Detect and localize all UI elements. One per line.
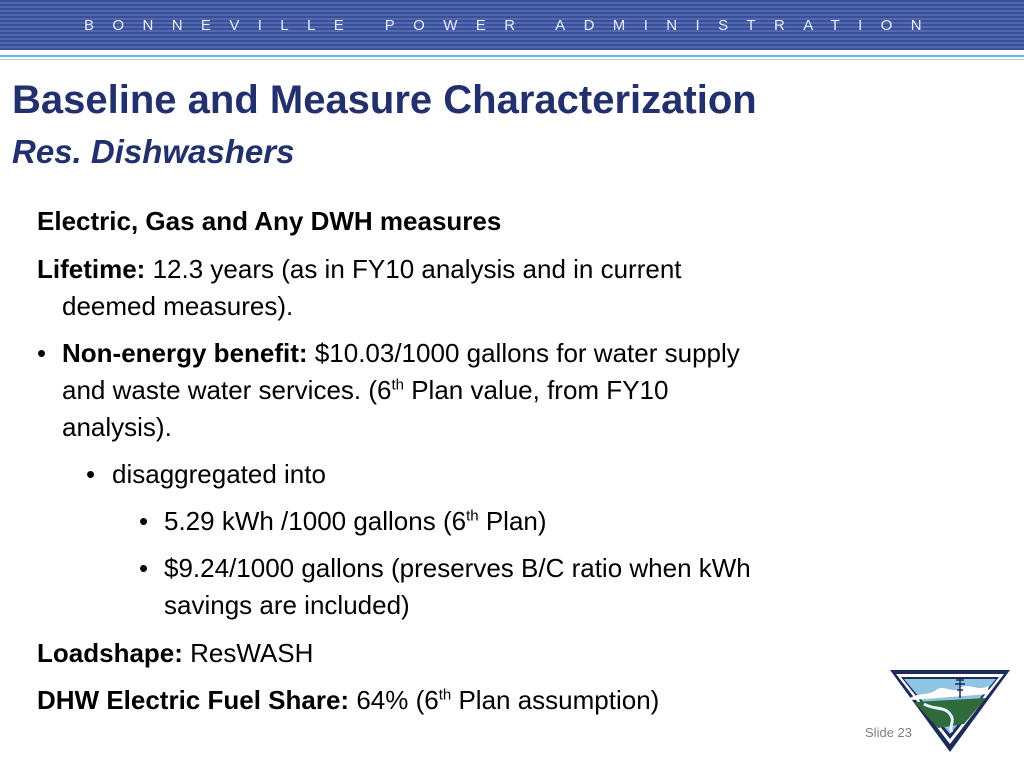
lifetime-label: Lifetime: bbox=[37, 254, 146, 284]
non-energy-line-1 bbox=[62, 336, 740, 370]
bullet-icon: • bbox=[37, 338, 47, 368]
bullet-icon: • bbox=[139, 553, 149, 583]
lifetime-line-2: deemed measures). bbox=[62, 291, 294, 321]
non-energy-label: Non-energy benefit: bbox=[62, 338, 308, 368]
non-energy-line-2 bbox=[62, 373, 668, 407]
kwh-text-b: Plan) bbox=[485, 506, 547, 536]
slide-number: Slide 23 bbox=[865, 725, 912, 740]
bullet-icon: • bbox=[86, 459, 96, 489]
slide-title: Baseline and Measure Characterization bbox=[12, 78, 757, 122]
header-divider-thin bbox=[0, 59, 1024, 60]
non-energy-text: $10.03/1000 gallons for water supply bbox=[314, 338, 740, 368]
dollar-item-line-2: savings are included) bbox=[164, 590, 410, 620]
lifetime-line-1 bbox=[37, 252, 682, 286]
non-energy-text-2b: Plan value, from FY10 bbox=[411, 375, 669, 405]
kwh-item bbox=[164, 504, 547, 538]
loadshape-line bbox=[37, 636, 313, 670]
dollar-item-line-1: $9.24/1000 gallons (preserves B/C ratio when kWh bbox=[164, 553, 751, 583]
bullet-icon: • bbox=[139, 506, 149, 536]
dhw-line bbox=[37, 683, 659, 717]
superscript: th bbox=[391, 376, 404, 394]
non-energy-line-3: analysis). bbox=[62, 412, 172, 442]
superscript: th bbox=[466, 507, 479, 525]
dhw-value-a: 64% (6 bbox=[356, 685, 439, 715]
loadshape-label: Loadshape: bbox=[37, 638, 183, 668]
lifetime-text: 12.3 years (as in FY10 analysis and in current bbox=[152, 254, 682, 284]
dhw-label: DHW Electric Fuel Share: bbox=[37, 685, 350, 715]
banner-text: BONNEVILLE POWER ADMINISTRATION bbox=[83, 16, 940, 34]
non-energy-text-2a: and waste water services. (6 bbox=[62, 375, 392, 405]
bpa-logo-icon bbox=[888, 668, 1012, 754]
kwh-text-a: 5.29 kWh /1000 gallons (6 bbox=[164, 506, 467, 536]
header-divider bbox=[0, 55, 1024, 57]
slide-subtitle: Res. Dishwashers bbox=[12, 133, 295, 170]
dhw-value-b: Plan assumption) bbox=[458, 685, 660, 715]
superscript: th bbox=[438, 686, 452, 704]
header-banner bbox=[0, 0, 1024, 50]
disaggregated-text: disaggregated into bbox=[112, 459, 326, 489]
loadshape-value: ResWASH bbox=[190, 638, 314, 668]
section-heading: Electric, Gas and Any DWH measures bbox=[37, 206, 502, 236]
